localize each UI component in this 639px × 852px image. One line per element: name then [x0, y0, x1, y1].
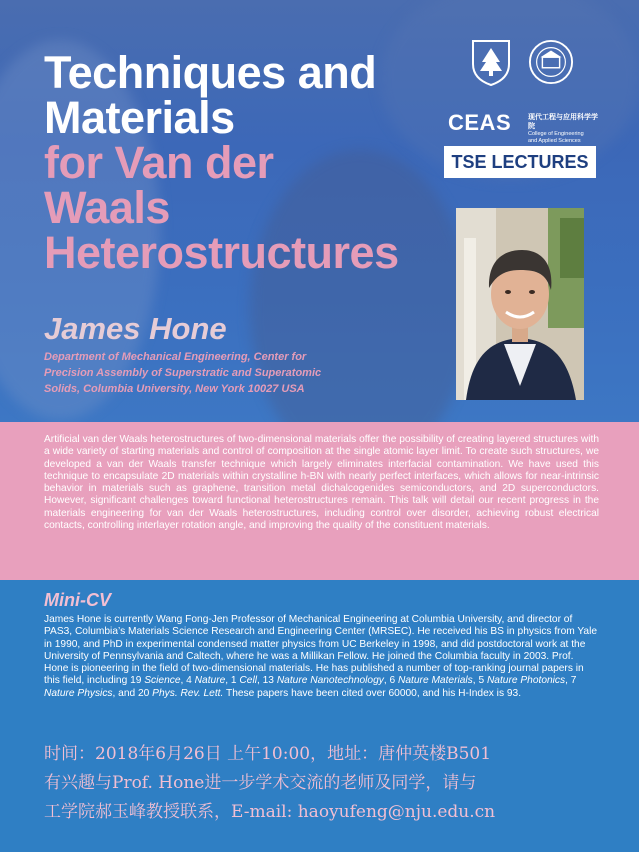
cv-text-part-1: James Hone is currently Wang Fong-Jen Professor of Mechanical Engineering at Columbia University, and director of PAS3, Columbia’s Materials Science Research and Engineering Center (MRSEC). He received his BS in physics from Yale in 1990, and PhD in experimental condensed matter physics from UC Berkeley in 1998, and did postdoctoral work at the University of Pennsylvania and Caltech, where he was a Millikan Fellow. He joined the Columbia faculty in 2003. Prof. Hone is pioneering in the field of two-dimensional materials. He has published a number of top-ranking journal papers in this field, including 19 [44, 614, 598, 687]
speaker-affiliation [44, 349, 344, 397]
university-logos [468, 38, 578, 86]
mini-cv-text [44, 614, 600, 700]
speaker-photo [456, 208, 584, 400]
ceas-logo [448, 110, 598, 144]
header-banner [0, 0, 639, 422]
series-badge: TSE LECTURES [444, 146, 596, 178]
cv-sep-4: , 6 [383, 675, 399, 687]
title-line-4: Waals [44, 182, 170, 233]
talk-title [44, 47, 444, 278]
ceas-english-line-1: College of Engineering [528, 131, 584, 137]
journal-nature-materials: Nature Materials [398, 675, 473, 687]
cv-sep-1: , 4 [180, 675, 195, 687]
event-contact-line-2[interactable]: 工学院郝玉峰教授联系，E-mail: haoyufeng@nju.edu.cn [44, 802, 496, 822]
abstract-text: Artificial van der Waals heterostructures of two-dimensional materials offer the possibility of creating layered structures with a wide variety of starting materials and control of composition at the single atomic layer limit. To create such structures, we developed a van der Waals transfer technique which largely eliminates interfacial contamination. We have used this technique to encapsulate 2D materials within crystalline h-BN with nearly perfect interfaces, which allows for near-intrinsic behavior in materials such as graphene, transition metal dichalcogenides semiconductors, and 2D superconductors. However, significant challenges toward functional heterostructures remain. This talk will detail our recent progress in the materials engineering for van der Waals heterostructures, including control over disorder, achieving robust electrical contacts, controlling interlayer rotation angle, and improving the quality of the constituent materials. [44, 434, 599, 532]
cv-sep-6: , 7 [565, 675, 577, 687]
cv-sep-7: , and 20 [112, 687, 153, 699]
abstract-section [0, 422, 639, 580]
journal-nature: Nature [194, 675, 226, 687]
affiliation-line-2: Precision Assembly of Superstratic and Superatomic [44, 367, 322, 379]
ceas-chinese-name: 现代工程与应用科学学院 [528, 114, 598, 130]
title-line-3: for Van der [44, 137, 274, 188]
journal-nature-photonics: Nature Photonics [486, 675, 566, 687]
title-line-2: Materials [44, 92, 235, 143]
mini-cv-title: Mini-CV [44, 590, 111, 610]
journal-nature-nanotechnology: Nature Nanotechnology [276, 675, 384, 687]
title-line-1: Techniques and [44, 47, 377, 98]
speaker-name: James Hone [44, 311, 227, 346]
journal-prl: Phys. Rev. Lett. [152, 687, 224, 699]
ceas-english-line-2: and Applied Sciences [528, 138, 581, 144]
affiliation-line-3: Solids, Columbia University, New York 10027 USA [44, 383, 305, 395]
cv-sep-5: , 5 [472, 675, 487, 687]
event-time-location: 时间：2018年6月26日 上午10:00，地址：唐仲英楼B501 [44, 744, 492, 764]
cv-sep-2: , 1 [225, 675, 240, 687]
journal-science: Science [144, 675, 181, 687]
cv-text-end: These papers have been cited over 60000, and his H-Index is 93. [223, 687, 522, 699]
title-line-5: Heterostructures [44, 227, 399, 278]
journal-cell: Cell [239, 675, 257, 687]
ceas-wordmark: CEAS [448, 110, 512, 135]
college-seal-logo [528, 38, 574, 86]
ceas-subtitle [528, 113, 600, 145]
journal-nature-physics: Nature Physics [44, 687, 113, 699]
event-contact-line-1: 有兴趣与Prof. Hone进一步学术交流的老师及同学，请与 [44, 773, 477, 793]
mini-cv-section [0, 580, 639, 852]
nju-shield-logo [468, 38, 514, 86]
cv-sep-3: , 13 [256, 675, 277, 687]
affiliation-line-1: Department of Mechanical Engineering, Center for [44, 351, 307, 363]
event-info [44, 740, 624, 827]
